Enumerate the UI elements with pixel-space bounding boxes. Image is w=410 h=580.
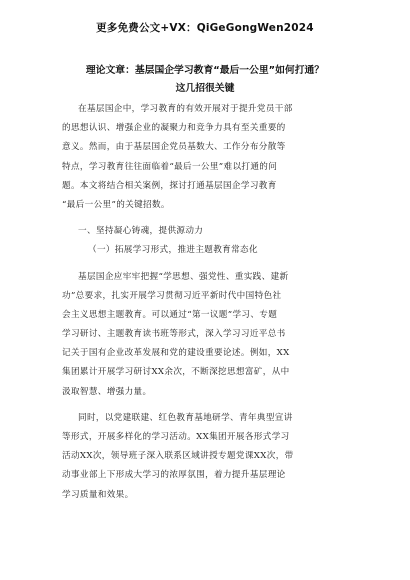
text-line: 学习质量和效果。	[62, 489, 134, 500]
text-line: 学习研讨、主题教育读书班等形式，深入学习习近平总书	[62, 329, 286, 340]
text-line: 的思想认识、增强企业的凝聚力和竞争力具有至关重要的	[62, 123, 286, 134]
article-title-line-2: 这几招很关键	[175, 83, 235, 94]
body-paragraph	[62, 268, 350, 402]
text-line: 会主义思想主题教育。可以通过“第一议题”学习、专题	[62, 309, 278, 320]
text-line: 活动XX次，领导班子深入联系区域讲授专题党课XX次，带	[62, 451, 294, 462]
text-line: 汲取智慧、增强力量。	[62, 386, 152, 397]
text-line: “最后一公里”的关键招数。	[62, 199, 170, 210]
body-paragraph	[62, 409, 350, 505]
article-title-line-1: 理论文章：基层国企学习教育“最后一公里”如何打通？	[85, 65, 325, 76]
text-line: 记关于国有企业改革发展和党的建设重要论述。例如，XX	[62, 348, 290, 359]
text-line: 基层国企应牢牢把握“学思想、强党性、重实践、建新	[78, 271, 289, 282]
text-line: 特点，学习教育往往面临着“最后一公里”难以打通的问	[62, 161, 278, 172]
text-line: 功”总要求，扎实开展学习贯彻习近平新时代中国特色社	[62, 290, 282, 301]
text-line: 同时，以党建联建、红色教育基地研学、青年典型宣讲	[78, 412, 293, 423]
text-line: 集团累计开展学习研讨XX余次，不断深挖思想富矿，从中	[62, 367, 290, 378]
text-line: 在基层国企中，学习教育的有效开展对于提升党员干部	[78, 104, 293, 114]
text-line: 意义。然而，由于基层国企党员基数大、工作分布分散等	[62, 142, 286, 153]
promo-banner: 更多免费公文+VX：QiGeGongWen2024	[96, 22, 314, 34]
text-line: 动事业部上下形成大学习的浓厚氛围，着力提升基层理论	[62, 470, 286, 481]
text-line: 题。本文将结合相关案例，探讨打通基层国企学习教育	[62, 180, 277, 191]
subsection-heading: （一）拓展学习形式，推进主题教育常态化	[88, 245, 258, 256]
text-line: 等形式，开展多样化的学习活动。XX集团开展各形式学习	[62, 432, 290, 442]
article-body	[62, 100, 350, 505]
section-heading: 一、坚持凝心铸魂，提供源动力	[78, 226, 204, 237]
intro-paragraph	[62, 100, 350, 215]
